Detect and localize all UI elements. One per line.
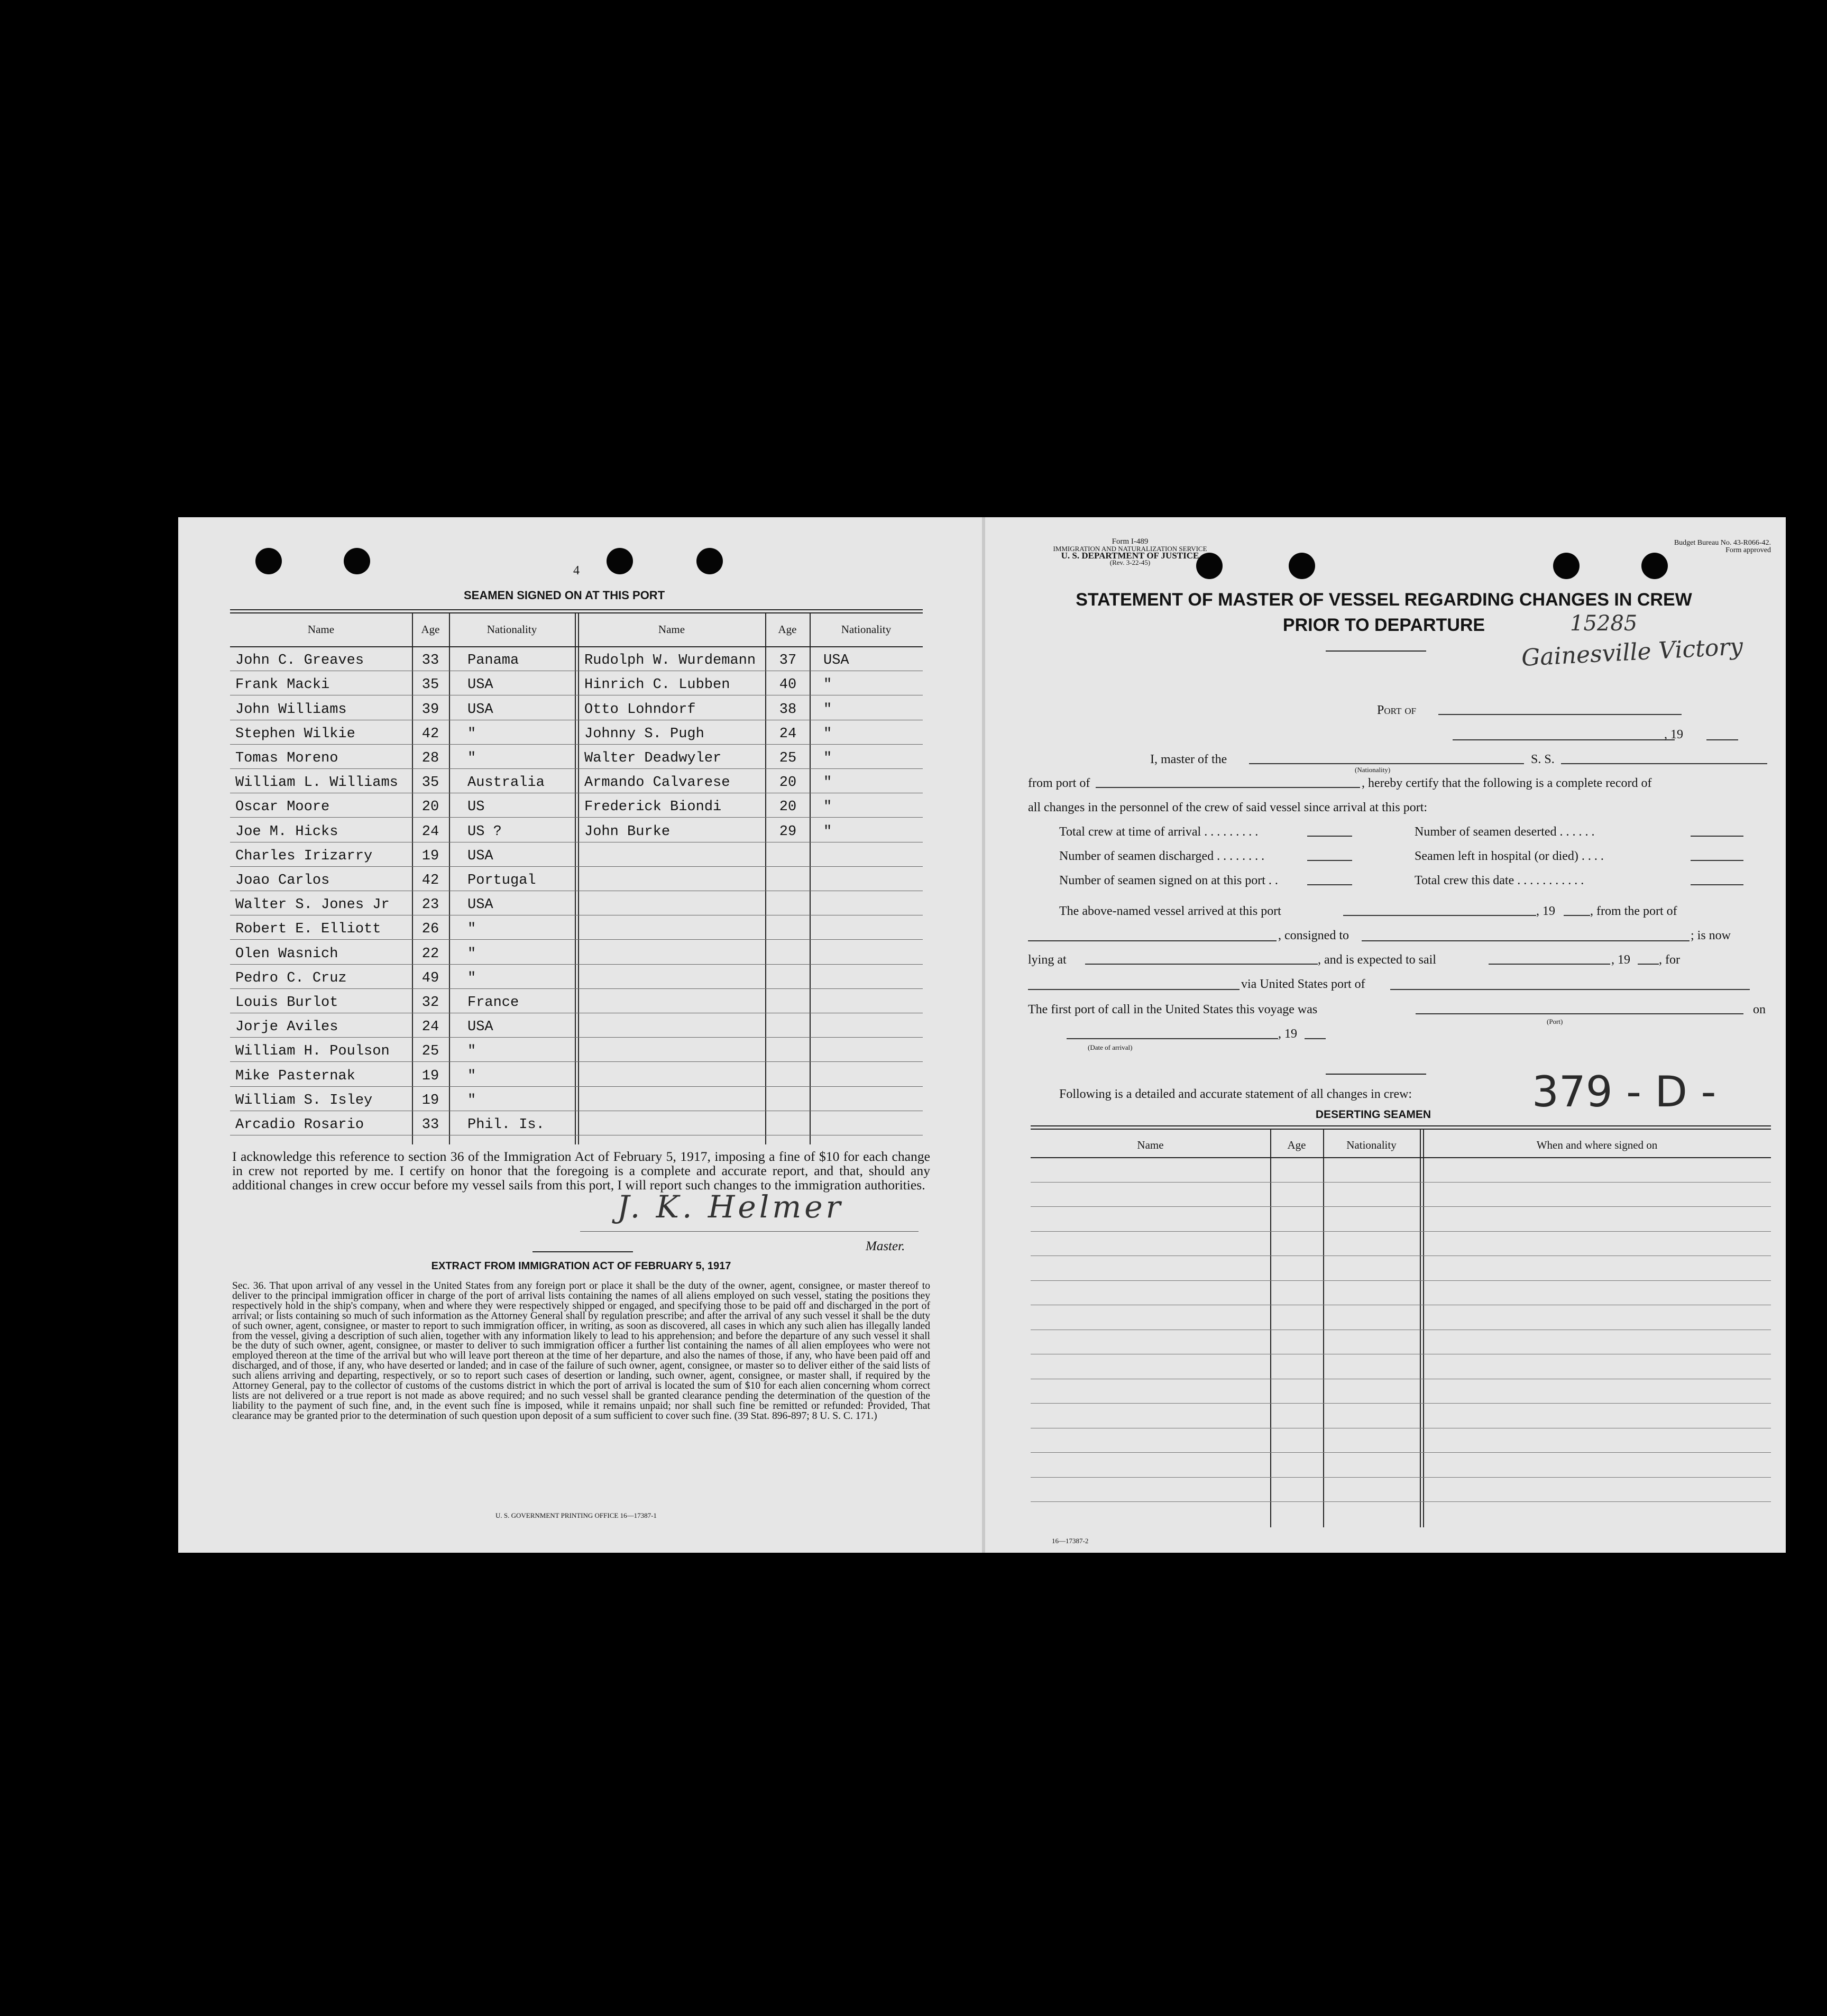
seamen-signed-label: Number of seamen signed on at this port . . xyxy=(1059,874,1278,887)
table-row xyxy=(1031,1231,1771,1232)
table-row xyxy=(1031,1477,1771,1478)
row-divider xyxy=(230,817,923,818)
table-cell: USA xyxy=(467,848,493,864)
table-cell: 49 xyxy=(421,970,439,986)
table-cell: John Burke xyxy=(584,823,671,840)
on-label: on xyxy=(1753,1003,1766,1016)
table-cell: Louis Burlot xyxy=(235,995,338,1011)
left-table-title: SEAMEN SIGNED ON AT THIS PORT xyxy=(464,589,665,602)
year-label: , 19 xyxy=(1664,728,1683,741)
from-port-label-2: , from the port of xyxy=(1590,904,1677,918)
table-cell: USA xyxy=(467,1019,493,1036)
extract-title: EXTRACT FROM IMMIGRATION ACT OF FEBRUARY 5, 1917 xyxy=(431,1260,731,1272)
table-cell: 23 xyxy=(421,897,439,913)
table-cell: Armando Calvarese xyxy=(584,775,730,791)
table-cell: 35 xyxy=(421,677,439,693)
table-cell: USA xyxy=(467,677,493,693)
table-cell: Phil. Is. xyxy=(467,1117,545,1133)
table-cell: John C. Greaves xyxy=(235,653,364,669)
table-cell: 42 xyxy=(421,726,439,742)
table-cell: " xyxy=(467,1068,476,1084)
signature-line xyxy=(580,1231,919,1232)
extract-text: Sec. 36. That upon arrival of any vessel in the United States from any foreign port or place it shall be the duty of the owner, agent, consignee, or master thereof to deliver to the principal immigration officer in charge of the port of arrival lists containing the names of all aliens employed on such vessel, stating the positions they respectively hold in the ship's company, when and where they were respectively shipped or engaged, and specifying those to be paid off and discharged in the port of arrival; or lists containing so much of such information as the Attorney General shall by regulation prescribe; and after the arrival of any such vessel it shall be the duty of such owner, agent, consignee, or master to report to such immigration officer, in writing, as soon as discovered, all cases in which any such alien has illegally landed from the vessel, giving a description of such alien, together with any information likely to lead to his apprehension; and before the departure of any such vessel it shall be the duty of such owner, agent, consignee, or master to deliver to such immigration officer a further list containing the names of all alien employees who were not employed thereon at the time of the arrival but who will leave port thereon at the time of her departure, and also the names of those, if any, who have been paid off and discharged, and of those, if any, who have deserted or landed; and in case of the failure of such owner, agent, consignee, or master so to deliver either of the said lists of such aliens arriving and departing, respectively, or so to report such cases of desertion or landing, such owner, agent, consignee, or master shall, if required by the Attorney General, pay to the collector of customs of the customs district in which the port of arrival is located the sum of $10 for each alien concerning whom correct lists are not delivered or a true report is not made as above required; and no such vessel shall be granted clearance pending the determination of the question of the liability to the payment of such fine, and, in the event such fine is imposed, while it remains unpaid; nor shall such fine be remitted or refunded: Provided, That clearance may be granted prior to the determination of such question upon deposit of a sum sufficient to cover such fine. (39 Stat. 896-897; 8 U. S. C. 171.) xyxy=(232,1280,930,1422)
table-cell: Oscar Moore xyxy=(235,799,330,815)
row-divider xyxy=(230,939,923,940)
following-text: Following is a detailed and accurate statement of all changes in crew: xyxy=(1059,1087,1412,1101)
col-header: Nationality xyxy=(486,623,537,636)
col-header: Age xyxy=(421,623,440,636)
punch-hole xyxy=(1553,553,1580,579)
punch-hole xyxy=(255,548,282,574)
table-row xyxy=(1031,1452,1771,1453)
table-cell: Robert E. Elliott xyxy=(235,921,381,938)
expected-sail-label: , and is expected to sail xyxy=(1318,953,1436,967)
table-cell: " xyxy=(467,1092,476,1108)
table-cell: 29 xyxy=(779,823,797,840)
col-header: When and where signed on xyxy=(1536,1139,1658,1151)
certify-text: , hereby certify that the following is a complete record of xyxy=(1362,776,1652,790)
for-label: , for xyxy=(1659,953,1680,967)
table-cell: John Williams xyxy=(235,701,347,718)
rule xyxy=(230,609,923,610)
rule xyxy=(1326,650,1426,652)
row-divider xyxy=(230,768,923,769)
table-cell: 20 xyxy=(779,799,797,815)
total-crew-arrival-label: Total crew at time of arrival . . . . . . . . . xyxy=(1059,825,1259,839)
date-arrival-caption: (Date of arrival) xyxy=(1088,1043,1133,1051)
table-row xyxy=(1031,1403,1771,1404)
table-cell: " xyxy=(823,775,832,791)
table-cell: " xyxy=(823,701,832,718)
table-cell: 37 xyxy=(779,653,797,669)
table-cell: Arcadio Rosario xyxy=(235,1117,364,1133)
table-cell: Pedro C. Cruz xyxy=(235,970,347,986)
table-cell: USA xyxy=(823,653,849,669)
page-fold xyxy=(982,517,985,1553)
handwritten-code: 379 - D - xyxy=(1532,1067,1716,1116)
col-header: Name xyxy=(307,623,335,636)
deserting-seamen-title: DESERTING SEAMEN xyxy=(1315,1108,1431,1121)
table-row xyxy=(1031,1501,1771,1502)
table-cell: " xyxy=(823,799,832,815)
table-cell: " xyxy=(467,946,476,962)
table-row xyxy=(1031,1182,1771,1183)
row-divider xyxy=(230,1086,923,1087)
table-cell: US ? xyxy=(467,823,502,840)
table-cell: 19 xyxy=(421,848,439,864)
row-divider xyxy=(230,744,923,745)
via-port-label: via United States port of xyxy=(1241,977,1365,991)
punch-hole xyxy=(607,548,633,574)
table-cell: Joao Carlos xyxy=(235,873,330,888)
year-label: , 19 xyxy=(1611,953,1630,967)
table-cell: Walter Deadwyler xyxy=(584,750,722,766)
punch-hole xyxy=(1641,553,1668,579)
handwritten-number: 15285 xyxy=(1570,611,1638,636)
table-cell: US xyxy=(467,799,485,815)
first-port-label: The first port of call in the United States this voyage was xyxy=(1028,1003,1318,1016)
table-cell: Hinrich C. Lubben xyxy=(584,677,730,693)
all-changes-text: all changes in the personnel of the crew of said vessel since arrival at this port: xyxy=(1028,801,1428,814)
table-row xyxy=(1031,1206,1771,1207)
table-cell: France xyxy=(467,995,519,1011)
port-caption: (Port) xyxy=(1547,1018,1563,1025)
table-cell: 20 xyxy=(421,799,439,815)
table-cell: 19 xyxy=(421,1068,439,1084)
table-cell: Tomas Moreno xyxy=(235,750,338,766)
form-title: STATEMENT OF MASTER OF VESSEL REGARDING CHANGES IN CREW xyxy=(1076,590,1692,610)
table-cell: William H. Poulson xyxy=(235,1043,390,1060)
row-divider xyxy=(230,866,923,867)
year-label: , 19 xyxy=(1278,1027,1297,1041)
from-port-label: from port of xyxy=(1028,776,1090,790)
punch-hole xyxy=(1289,553,1315,579)
table-cell: " xyxy=(467,726,476,742)
table-cell: " xyxy=(823,726,832,742)
rule xyxy=(1326,1074,1426,1075)
table-cell: 25 xyxy=(779,750,797,766)
table-cell: " xyxy=(467,970,476,986)
table-cell: 35 xyxy=(421,775,439,791)
table-row xyxy=(1031,1280,1771,1281)
table-cell: 20 xyxy=(779,775,797,791)
form-subtitle: PRIOR TO DEPARTURE xyxy=(1282,615,1485,635)
table-cell: " xyxy=(823,823,832,840)
table-cell: " xyxy=(823,750,832,766)
ss-label: S. S. xyxy=(1531,753,1555,766)
table-cell: 33 xyxy=(421,653,439,669)
arrived-label: The above-named vessel arrived at this port xyxy=(1059,904,1281,918)
port-of-label: Port of xyxy=(1377,703,1417,717)
table-cell: 32 xyxy=(421,995,439,1011)
table-cell: USA xyxy=(467,701,493,718)
table-cell: " xyxy=(467,921,476,938)
row-divider xyxy=(230,1037,923,1038)
table-cell: Mike Pasternak xyxy=(235,1068,355,1084)
table-cell: 25 xyxy=(421,1043,439,1060)
punch-hole xyxy=(696,548,723,574)
row-divider xyxy=(230,988,923,989)
col-header: Name xyxy=(658,623,685,636)
table-cell: Panama xyxy=(467,653,519,669)
col-header: Nationality xyxy=(841,623,892,636)
seamen-hospital-label: Seamen left in hospital (or died) . . . . xyxy=(1415,849,1604,863)
punch-hole xyxy=(344,548,370,574)
total-crew-date-label: Total crew this date . . . . . . . . . . . xyxy=(1415,874,1584,887)
table-cell: " xyxy=(467,1043,476,1060)
table-cell: Jorje Aviles xyxy=(235,1019,338,1036)
handwritten-vessel-name: Gainesville Victory xyxy=(1520,633,1744,672)
table-cell: Charles Irizarry xyxy=(235,848,373,864)
table-cell: 33 xyxy=(421,1117,439,1133)
seamen-deserted-label: Number of seamen deserted . . . . . . xyxy=(1415,825,1595,839)
lying-at-label: lying at xyxy=(1028,953,1067,967)
form-number-block: Form I-489 IMMIGRATION AND NATURALIZATION SERVICE U. S. DEPARTMENT OF JUSTICE (Rev. 3-22-45) xyxy=(1053,537,1207,566)
row-divider xyxy=(230,1061,923,1062)
year-label: , 19 xyxy=(1536,904,1555,918)
table-cell: 24 xyxy=(421,1019,439,1036)
master-signature: J. K. Helmer xyxy=(617,1189,844,1225)
table-cell: Portugal xyxy=(467,873,536,888)
row-divider xyxy=(230,964,923,965)
table-cell: Frank Macki xyxy=(235,677,330,693)
table-cell: Australia xyxy=(467,775,545,791)
col-header: Nationality xyxy=(1346,1139,1397,1151)
printer-imprint: U. S. GOVERNMENT PRINTING OFFICE 16—17387-1 xyxy=(495,1511,657,1519)
table-cell: " xyxy=(823,677,832,693)
table-cell: Walter S. Jones Jr xyxy=(235,897,390,913)
printer-imprint-right: 16—17387-2 xyxy=(1052,1537,1089,1545)
table-cell: USA xyxy=(467,897,493,913)
table-cell: " xyxy=(467,750,476,766)
rule xyxy=(533,1251,633,1252)
table-cell: 22 xyxy=(421,946,439,962)
table-cell: Rudolph W. Wurdemann xyxy=(584,653,756,669)
nationality-caption: (Nationality) xyxy=(1355,766,1391,774)
table-cell: 24 xyxy=(779,726,797,742)
rule xyxy=(230,612,923,613)
budget-bureau-block: Budget Bureau No. 43-R066-42. Form approved xyxy=(1674,539,1771,554)
page-number: 4 xyxy=(573,564,580,578)
document-sheet xyxy=(178,517,1786,1553)
table-cell: 40 xyxy=(779,677,797,693)
consigned-label: , consigned to xyxy=(1278,929,1349,942)
table-cell: Johnny S. Pugh xyxy=(584,726,704,742)
col-header: Name xyxy=(1137,1139,1164,1151)
table-cell: 42 xyxy=(421,873,439,888)
table-cell: Frederick Biondi xyxy=(584,799,722,815)
table-cell: William L. Williams xyxy=(235,775,398,791)
table-cell: Joe M. Hicks xyxy=(235,823,338,840)
table-cell: Otto Lohndorf xyxy=(584,701,696,718)
master-of-label: I, master of the xyxy=(1150,753,1227,766)
seamen-discharged-label: Number of seamen discharged . . . . . . . . xyxy=(1059,849,1265,863)
table-cell: Stephen Wilkie xyxy=(235,726,355,742)
table-cell: 39 xyxy=(421,701,439,718)
table-cell: 19 xyxy=(421,1092,439,1108)
col-header: Age xyxy=(1287,1139,1306,1151)
table-cell: 38 xyxy=(779,701,797,718)
table-cell: 28 xyxy=(421,750,439,766)
table-cell: 24 xyxy=(421,823,439,840)
col-header: Age xyxy=(778,623,797,636)
acknowledgment-text: I acknowledge this reference to section 36 of the Immigration Act of February 5, 1917, imposing a fine of $10 for each change in crew not reported by me. I certify on honor that the foregoing is a complete and accurate report, and that, should any additional changes in crew occur before my vessel sails from this port, I will report such changes to the immigration authorities. xyxy=(232,1149,930,1193)
table-cell: Olen Wasnich xyxy=(235,946,338,962)
table-cell: 26 xyxy=(421,921,439,938)
is-now-label: ; is now xyxy=(1691,929,1731,942)
table-cell: William S. Isley xyxy=(235,1092,373,1108)
master-label: Master. xyxy=(866,1239,905,1253)
